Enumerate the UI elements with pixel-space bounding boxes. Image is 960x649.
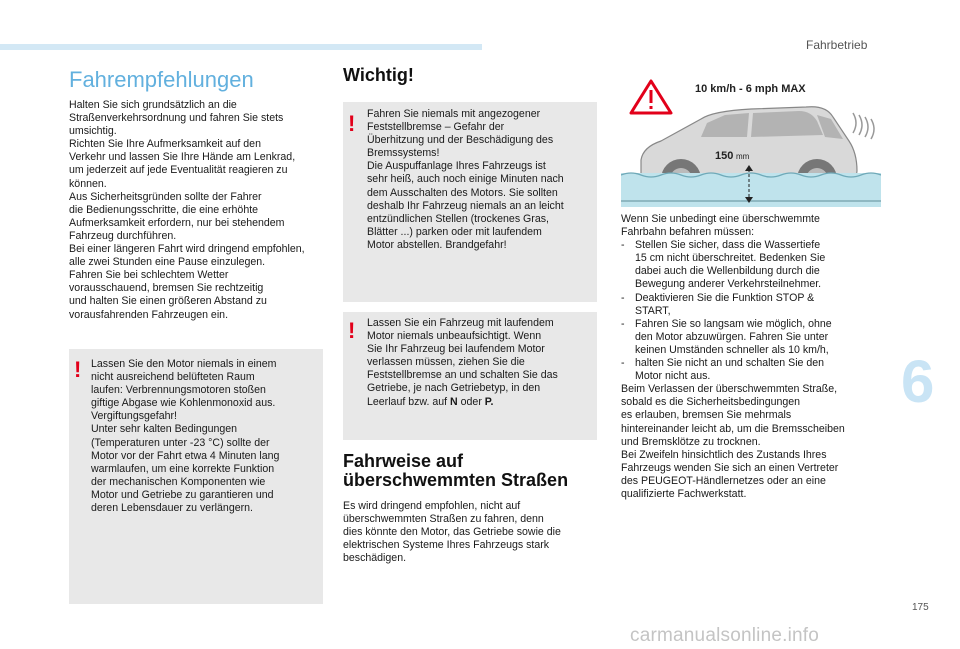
instructions-intro: Wenn Sie unbedingt eine überschwemmte Fahrbahn befahren müssen: bbox=[621, 213, 820, 239]
depth-unit: mm bbox=[736, 152, 750, 161]
warning-exclamation-icon: ! bbox=[348, 318, 356, 343]
warning-box-unattended bbox=[343, 312, 597, 440]
intro-paragraph: Halten Sie sich grundsätzlich an die Straßenverkehrsordnung und fahren Sie stets umsichtig. Richten Sie Ihre Aufmerksamkeit auf den Verkehr und lassen Sie Ihre Hände am Lenkrad, um jederzeit auf jede Eventualität reagieren zu können. Aus Sicherheitsgründen sollte der Fahrer die Bedienungsschritte, die eine erhöhte Aufmerksamkeit erfordern, nur bei stehendem Fahrzeug durchführen. Bei einer längeren Fahrt wird dringend empfohlen, alle zwei Stunden eine Pause einzulegen. Fahren Sie bei schlechtem Wetter vorausschauend, bremsen Sie rechtzeitig und halten Sie einen größeren Abstand zu vorausfahrenden Fahrzeugen ein. bbox=[69, 99, 305, 321]
motion-lines bbox=[853, 113, 874, 139]
instructions-outro: Beim Verlassen der überschwemmten Straße, sobald es die Sicherheitsbedingungen es erlauben, bremsen Sie mehrmals hintereinander leicht ab, um die Bremsscheiben und Bremsklötze zu trocknen. Bei Zweifeln hinsichtlich des Zustands Ihres Fahrzeugs wenden Sie sich an einen Vertreter des PEUGEOT-Händlernetzes oder an eine qualifizierte Fachwerkstatt. bbox=[621, 383, 845, 500]
warning-text: Lassen Sie ein Fahrzeug mit laufendem Motor niemals unbeaufsichtigt. Wenn Sie Ihr Fahrzeug bei laufendem Motor verlassen müssen, ziehen Sie die Feststellbremse an und schalten Sie das Getriebe, je nach Getriebetyp, in den Leerlauf bzw. auf N oder P. bbox=[367, 317, 558, 408]
speed-limit-label: 10 km/h - 6 mph MAX bbox=[695, 83, 806, 95]
chapter-number: 6 bbox=[901, 348, 935, 415]
list-item: - Deaktivieren Sie die Funktion STOP & START, bbox=[621, 291, 815, 317]
warning-box-parking-brake bbox=[343, 102, 597, 302]
flooded-road-illustration bbox=[621, 75, 881, 207]
page-title: Fahrempfehlungen bbox=[69, 67, 254, 92]
flooded-roads-heading: Fahrweise auf überschwemmten Straßen bbox=[343, 451, 569, 490]
list-item: - halten Sie nicht an und schalten Sie den Motor nicht aus. bbox=[621, 357, 825, 383]
warning-box-ventilation bbox=[69, 349, 323, 604]
watermark: carmanualsonline.info bbox=[630, 625, 820, 646]
warning-text: Lassen Sie den Motor niemals in einem nicht ausreichend belüfteten Raum laufen: Verbrennungsmotoren stoßen giftige Abgase wie Kohlenmonoxid aus. Vergiftungsgefahr! Unter sehr kalten Bedingungen (Temperaturen unter -23 °C) sollte der Motor vor der Fahrt etwa 4 Minuten lang warmlaufen, um eine korrekte Funktion der mechanischen Komponenten wie Motor und Getriebe zu garantieren und deren Lebensdauer zu verlängern. bbox=[91, 358, 280, 515]
car-in-water-diagram bbox=[621, 75, 881, 207]
warning-text: Fahren Sie niemals mit angezogener Feststellbremse – Gefahr der Überhitzung und der Beschädigung des Bremssystems! Die Auspuffanlage Ihres Fahrzeugs ist sehr heiß, auch noch einige Minuten nach dem Ausschalten des Motors. Sie sollten deshalb Ihr Fahrzeug niemals an an leicht entzündlichen Stellen (trockenes Gras, Blätter ...) parken oder mit laufendem Motor abstellen. Brandgefahr! bbox=[367, 108, 564, 251]
page-number: 175 bbox=[912, 602, 929, 613]
header-accent-bar bbox=[0, 44, 482, 50]
important-heading: Wichtig! bbox=[343, 65, 414, 85]
warning-exclamation-icon: ! bbox=[348, 111, 356, 136]
list-item: - Stellen Sie sicher, dass die Wassertiefe 15 cm nicht überschreitet. Bedenken Sie dabei auch die Wellenbildung durch die Bewegung anderer Verkehrsteilnehmer. bbox=[621, 239, 826, 291]
warning-exclamation-icon: ! bbox=[74, 357, 82, 382]
section-label: Fahrbetrieb bbox=[806, 38, 868, 52]
warning-triangle-icon bbox=[631, 81, 671, 113]
flooded-roads-instructions bbox=[621, 213, 881, 501]
flooded-roads-paragraph: Es wird dringend empfohlen, nicht auf überschwemmten Straßen zu fahren, denn dies könnte den Motor, das Getriebe sowie die elektrischen Systeme Ihres Fahrzeugs stark beschädigen. bbox=[343, 500, 561, 565]
depth-value: 150 bbox=[715, 150, 734, 162]
list-item: - Fahren Sie so langsam wie möglich, ohne den Motor abzuwürgen. Fahren Sie unter keinen Umständen schneller als 10 km/h, bbox=[621, 317, 832, 356]
